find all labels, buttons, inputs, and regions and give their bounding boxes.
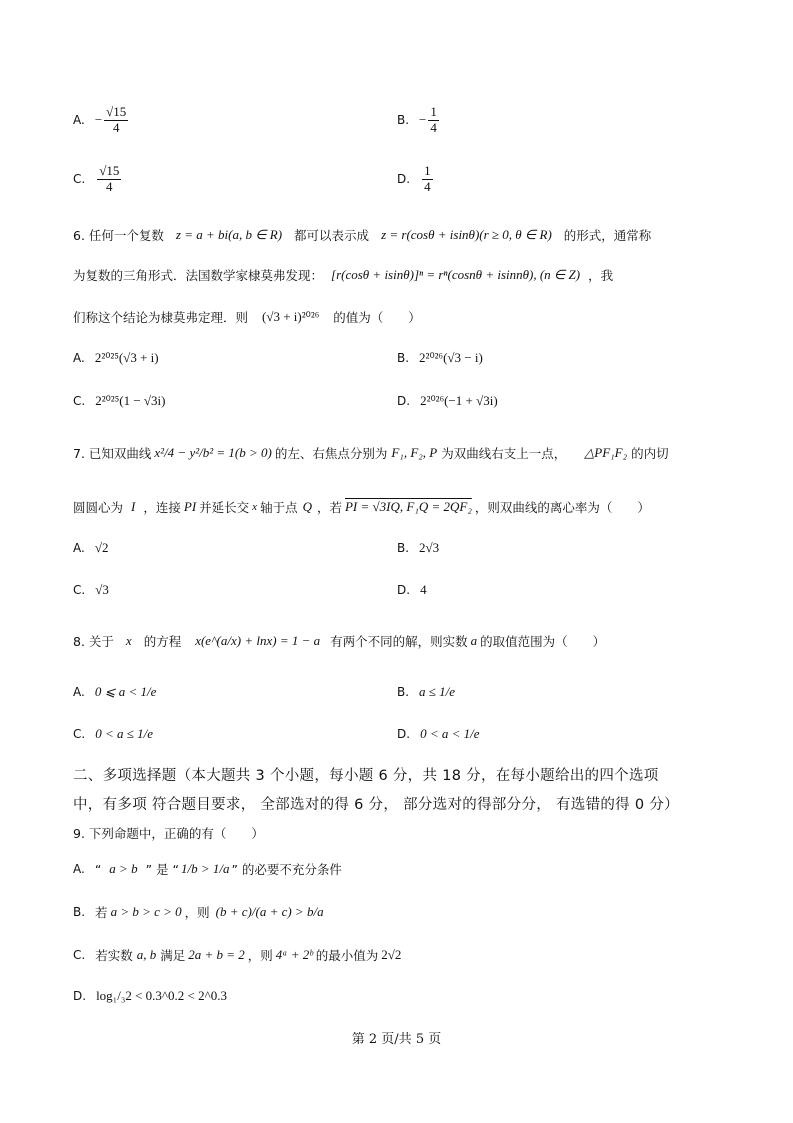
option-label: B. [397, 685, 410, 699]
minus-sign: − [419, 112, 427, 128]
math-expression: x(e^(a/x) + lnx) = 1 − a [195, 633, 321, 648]
q7-option-b [397, 540, 439, 556]
section-heading-line-1: 二、多项选择题（本大题共 3 个小题，每小题 6 分，共 18 分，在每小题给出的四个选项 [73, 768, 659, 784]
option-label: B. [397, 113, 410, 128]
math-expression: △PF₁F₂ [584, 445, 628, 460]
option-label: A. [73, 685, 85, 699]
option-label: C. [73, 394, 86, 408]
option-label: D. [73, 989, 87, 1003]
q6-option-a [73, 350, 159, 366]
option-label: D. [397, 172, 411, 187]
option-label: A. [73, 862, 85, 876]
math-expression: [r(cosθ + isinθ)]ⁿ = rⁿ(cosnθ + isinnθ), (n ∈ Z) [331, 267, 581, 282]
math-expression: √3 [95, 582, 109, 597]
page-footer: 第 2 页/共 5 页 [351, 1032, 442, 1047]
q9-option-a: A. “ a > b ” 是 “ 1/b > 1/a ” 的必要不充分条件 [73, 861, 342, 877]
q8-option-b [397, 684, 455, 700]
option-label: A. [73, 113, 85, 128]
q5-option-b [397, 105, 441, 136]
math-expression: 0 < a ≤ 1/e [95, 726, 153, 741]
q8-option-a [73, 684, 156, 700]
minus-sign: − [94, 112, 103, 128]
math-expression: 2√3 [419, 540, 440, 555]
q9-stem: 9. 下列命题中，正确的有（ ） [73, 826, 264, 841]
option-label: C. [73, 948, 86, 962]
math-expression: 2²⁰²⁵(1 − √3i) [95, 393, 166, 408]
q7-stem-line-1: 7. 已知双曲线 x²/4 − y²/b² = 1(b > 0) 的左、右焦点分别为 F₁, F₂, P 为双曲线右支上一点， △PF₁F₂ 的内切 [73, 445, 669, 461]
math-expression: F₁, F₂, P [391, 445, 438, 460]
q7-option-a [73, 540, 108, 556]
math-expression: 0 ⩽ a < 1/e [94, 684, 157, 699]
option-label: C. [73, 583, 86, 597]
q6-stem-line-1: 6. 任何一个复数 z = a + bi(a, b ∈ R) 都可以表示成 z = r(cosθ + isinθ)(r ≥ 0, θ ∈ R) 的形式，通常称 [73, 227, 652, 243]
math-expression: z = a + bi(a, b ∈ R) [175, 227, 283, 242]
q6-option-d [397, 393, 498, 409]
fraction: $\frac{√15}{4}$ [106, 104, 127, 135]
math-expression: z = r(cosθ + isinθ)(r ≥ 0, θ ∈ R) [381, 227, 552, 242]
option-label: C. [73, 727, 86, 741]
math-expression: a ≤ 1/e [419, 684, 456, 699]
q5-option-a [73, 105, 130, 136]
option-label: A. [73, 351, 85, 365]
math-expression: 0 < a < 1/e [420, 726, 480, 741]
option-label: B. [73, 905, 86, 919]
math-expression: 4 [420, 582, 427, 597]
math-expression: √2 [94, 540, 109, 555]
option-label: A. [73, 541, 85, 555]
q5-option-c [73, 164, 123, 195]
q9-option-d [73, 988, 227, 1004]
q8-option-c [73, 726, 153, 742]
option-label: B. [397, 541, 410, 555]
option-label: D. [397, 727, 411, 741]
q9-option-b: B. 若 a > b > c > 0 ，则 (b + c)/(a + c) > b/a [73, 904, 324, 920]
math-expression: 2²⁰²⁵(√3 + i) [94, 350, 159, 365]
option-label: D. [397, 394, 411, 408]
fraction: $\frac{√15}{4}$ [99, 163, 120, 194]
q6-option-b [397, 350, 483, 366]
fraction: $\frac{1}{4}$ [430, 104, 437, 135]
math-expression: 2²⁰²⁶(√3 − i) [419, 350, 483, 365]
q6-stem-line-3: 们称这个结论为棣莫弗定理．则 (√3 + i)²⁰²⁶ 的值为（ ） [73, 309, 421, 325]
math-expression: 2²⁰²⁶(−1 + √3i) [420, 393, 498, 408]
option-label: B. [397, 351, 410, 365]
option-label: D. [397, 583, 411, 597]
math-expression: log₁/₃2 < 0.3^0.2 < 2^0.3 [96, 988, 227, 1003]
q7-stem-line-2: 圆圆心为 I ，连接 PI 并延长交 x 轴于点 Q ，若 PI = √3IQ, F₁Q = 2QF₂ ，则双曲线的离心率为（ ） [73, 499, 650, 515]
q8-option-d [397, 726, 480, 742]
q6-option-c [73, 393, 165, 409]
math-expression: PI = √3IQ, F₁Q = 2QF₂ [344, 499, 472, 514]
q9-option-c: C. 若实数 a, b 满足 2a + b = 2 ，则 4ᵃ + 2ᵇ 的最小值为 2√2 [73, 947, 402, 963]
q8-stem-line-1: 8. 关于 x 的方程 x(e^(a/x) + lnx) = 1 − a 有两个不同的解，则实数 a 的取值范围为（ ） [73, 633, 606, 649]
q5-option-d [397, 164, 435, 195]
q6-stem-line-2: 为复数的三角形式．法国数学家棣莫弗发现： [r(cosθ + isinθ)]ⁿ = rⁿ(cosnθ + isinnθ), (n ∈ Z) ，我 [73, 267, 614, 283]
math-expression: x²/4 − y²/b² = 1(b > 0) [154, 445, 272, 460]
q7-option-d [397, 582, 427, 598]
option-label: C. [73, 172, 86, 187]
fraction: $\frac{1}{4}$ [424, 163, 431, 194]
q7-option-c [73, 582, 109, 598]
section-heading-line-2: 中，有多项 符合题目要求， 全部选对的得 6 分， 部分选对的得部分分， 有选错的得 0 分） [73, 797, 679, 813]
math-expression: (√3 + i)²⁰²⁶ [262, 309, 320, 324]
